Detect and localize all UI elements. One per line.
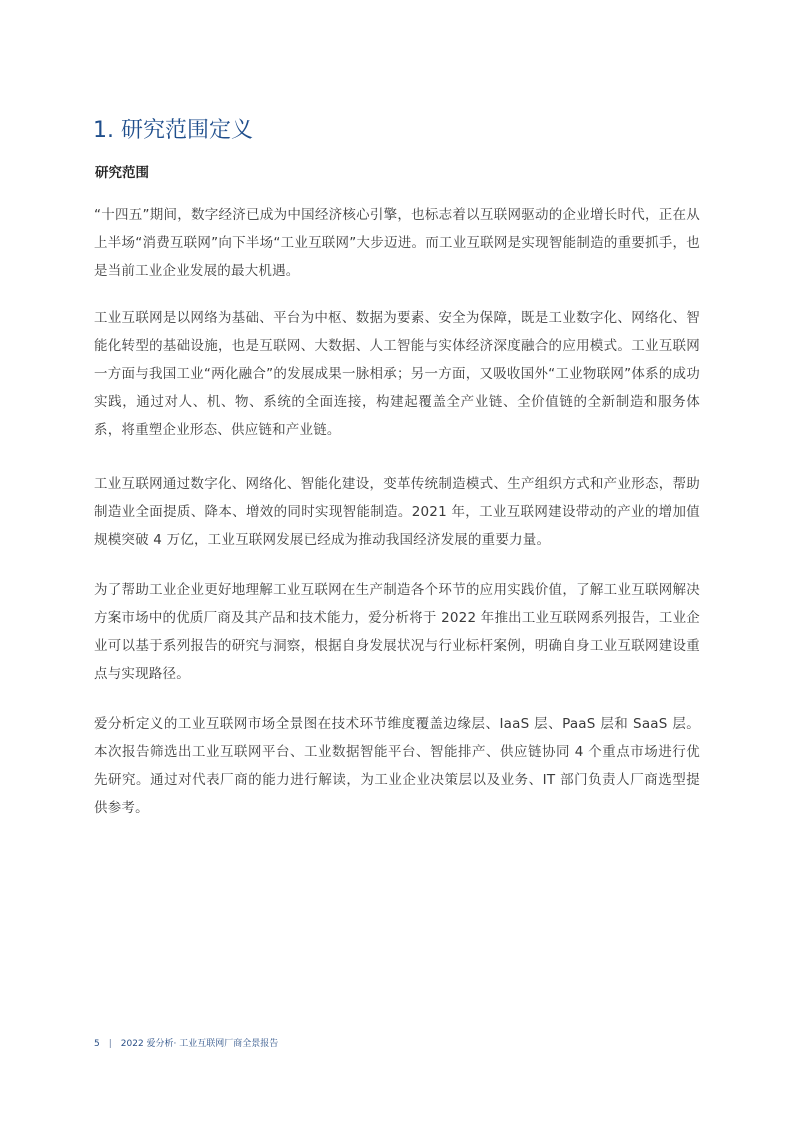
page-number: 5 — [94, 1039, 100, 1049]
paragraph-impact: 工业互联网通过数字化、网络化、智能化建设，变革传统制造模式、生产组织方式和产业形态，帮助制造业全面提质、降本、增效的同时实现智能制造。2021 年，工业互联网建设带动的产业的增加值规模突破 4 万亿，工业互联网发展已经成为推动我国经济发展的重要力量。 — [94, 476, 700, 548]
footer-separator: | — [108, 1039, 112, 1049]
page-footer — [94, 1037, 278, 1051]
paragraph-scope: 爱分析定义的工业互联网市场全景图在技术环节维度覆盖边缘层、IaaS 层、PaaS 层和 SaaS 层。本次报告筛选出工业互联网平台、工业数据智能平台、智能排产、供应链协同 4 个重点市场进行优先研究。通过对代表厂商的能力进行解读，为工业企业决策层以及业务、IT 部门负责人厂商选型提供参考。 — [94, 716, 700, 816]
paragraph-definition: 工业互联网是以网络为基础、平台为中枢、数据为要素、安全为保障，既是工业数字化、网络化、智能化转型的基础设施，也是互联网、大数据、人工智能与实体经济深度融合的应用模式。工业互联网一方面与我国工业“两化融合”的发展成果一脉相承；另一方面，又吸收国外“工业物联网”体系的成功实践，通过对人、机、物、系统的全面连接，构建起覆盖全产业链、全价值链的全新制造和服务体系，将重塑企业形态、供应链和产业链。 — [94, 310, 700, 438]
paragraph-purpose: 为了帮助工业企业更好地理解工业互联网在生产制造各个环节的应用实践价值，了解工业互联网解决方案市场中的优质厂商及其产品和技术能力，爱分析将于 2022 年推出工业互联网系列报告，工业企业可以基于系列报告的研究与洞察，根据自身发展状况与行业标杆案例，明确自身工业互联网建设重点与实现路径。 — [94, 582, 700, 682]
subsection-title: 研究范围 — [95, 165, 149, 181]
paragraph-intro: “十四五”期间，数字经济已成为中国经济核心引擎，也标志着以互联网驱动的企业增长时代，正在从上半场“消费互联网”向下半场“工业互联网”大步迈进。而工业互联网是实现智能制造的重要抓手，也是当前工业企业发展的最大机遇。 — [94, 207, 700, 279]
footer-report-title: 2022 爱分析· 工业互联网厂商全景报告 — [120, 1039, 279, 1049]
section-title: 1. 研究范围定义 — [93, 117, 253, 143]
